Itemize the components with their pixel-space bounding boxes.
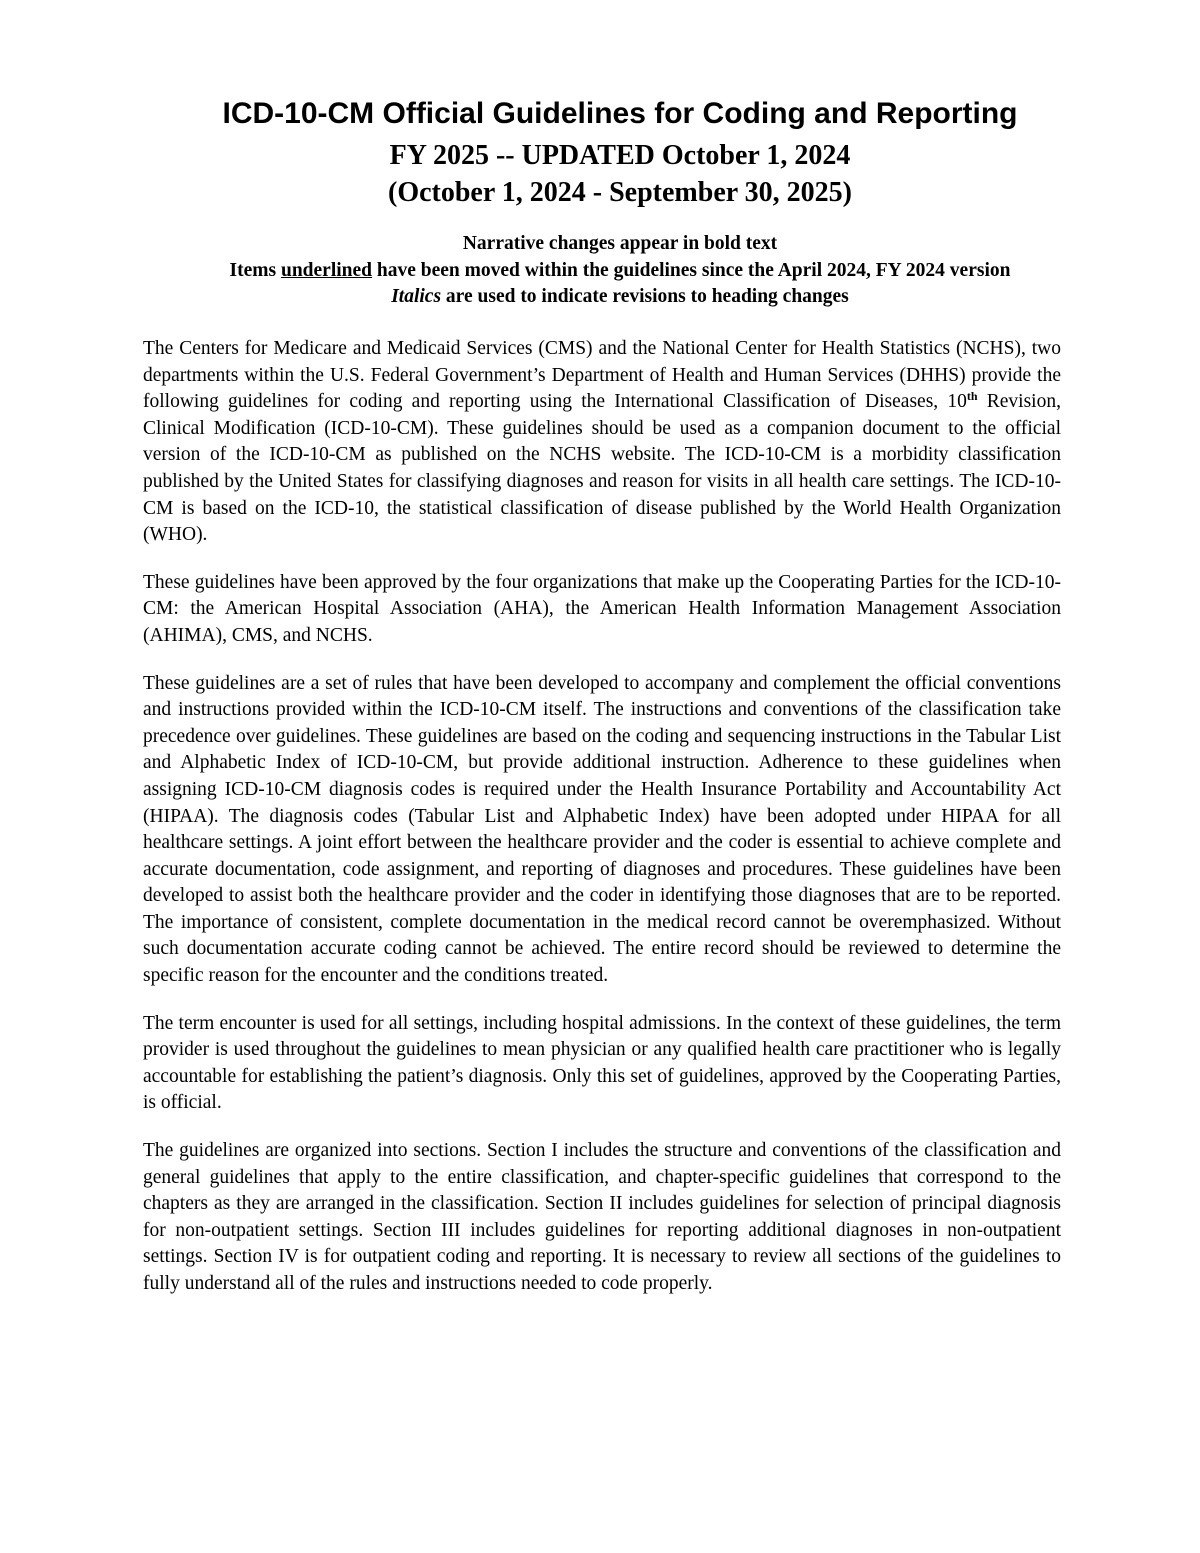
- document-subtitle-dates: (October 1, 2024 - September 30, 2025): [388, 177, 852, 208]
- document-body: [143, 336, 1061, 1319]
- paragraph-intro-text-a: The Centers for Medicare and Medicaid Services (CMS) and the National Center for Health Statistics (NCHS), two departments within the U.S. Federal Government’s Department of Health and Human Services (DHHS) provide the following guidelines for coding and reporting using the International Classification of Diseases, 10: [143, 338, 1061, 413]
- italic-word: Italics: [391, 286, 442, 307]
- underline-note-suffix: have been moved within the guidelines since the April 2024, FY 2024 version: [372, 259, 1011, 281]
- revision-notes: [0, 231, 1200, 311]
- paragraph-intro-text-b: Revision, Clinical Modification (ICD-10-CM). These guidelines should be used as a companion document to the official version of the ICD-10-CM as published on the NCHS website. The ICD-10-CM is a morbidity classification published by the United States for classifying diagnoses and reason for visits in all health care settings. The ICD-10-CM is based on the ICD-10, the statistical classification of disease published by the World Health Organization (WHO).: [143, 391, 1061, 546]
- underline-note-prefix: Items: [229, 259, 281, 281]
- paragraph-sections: The guidelines are organized into sections. Section I includes the structure and conventions of the classification and general guidelines that apply to the entire classification, and chapter-specific guidelines that correspond to the chapters as they are arranged in the classification. Section II includes guidelines for selection of principal diagnosis for non-outpatient settings. Section III includes guidelines for reporting additional diagnoses in non-outpatient settings. Section IV is for outpatient coding and reporting. It is necessary to review all sections of the guidelines to fully understand all of the rules and instructions needed to code properly.: [143, 1140, 1061, 1294]
- italics-note: [0, 284, 1200, 311]
- paragraph-intro: [143, 336, 1061, 549]
- underline-note: [0, 258, 1200, 285]
- italics-note-suffix: are used to indicate revisions to heading changes: [441, 286, 849, 307]
- paragraph-encounter: The term encounter is used for all settings, including hospital admissions. In the context of these guidelines, the term provider is used throughout the guidelines to mean physician or any qualified health care practitioner who is legally accountable for establishing the patient’s diagnosis. Only this set of guidelines, approved by the Cooperating Parties, is official.: [143, 1012, 1061, 1114]
- paragraph-rules: These guidelines are a set of rules that have been developed to accompany and complement the official conventions and instructions provided within the ICD-10-CM itself. The instructions and conventions of the classification take precedence over guidelines. These guidelines are based on the coding and sequencing instructions in the Tabular List and Alphabetic Index of ICD-10-CM, but provide additional instruction. Adherence to these guidelines when assigning ICD-10-CM diagnosis codes is required under the Health Insurance Portability and Accountability Act (HIPAA). The diagnosis codes (Tabular List and Alphabetic Index) have been adopted under HIPAA for all healthcare settings. A joint effort between the healthcare provider and the coder is essential to achieve complete and accurate documentation, code assignment, and reporting of diagnoses and procedures. These guidelines have been developed to assist both the healthcare provider and the coder in identifying those diagnoses that are to be reported. The importance of consistent, complete documentation in the medical record cannot be overemphasized. Without such documentation accurate coding cannot be achieved. The entire record should be reviewed to determine the specific reason for the encounter and the conditions treated.: [143, 672, 1061, 987]
- underlined-word: underlined: [280, 259, 372, 281]
- document-subtitle-fy: FY 2025 -- UPDATED October 1, 2024: [389, 140, 851, 171]
- document-title: ICD-10-CM Official Guidelines for Coding and Reporting: [222, 97, 1018, 130]
- paragraph-approval: These guidelines have been approved by the four organizations that make up the Cooperating Parties for the ICD-10-CM: the American Hospital Association (AHA), the American Health Information Management Association (AHIMA), CMS, and NCHS.: [143, 571, 1061, 646]
- bold-text-note: Narrative changes appear in bold text: [462, 233, 778, 254]
- ordinal-superscript: th: [966, 389, 978, 404]
